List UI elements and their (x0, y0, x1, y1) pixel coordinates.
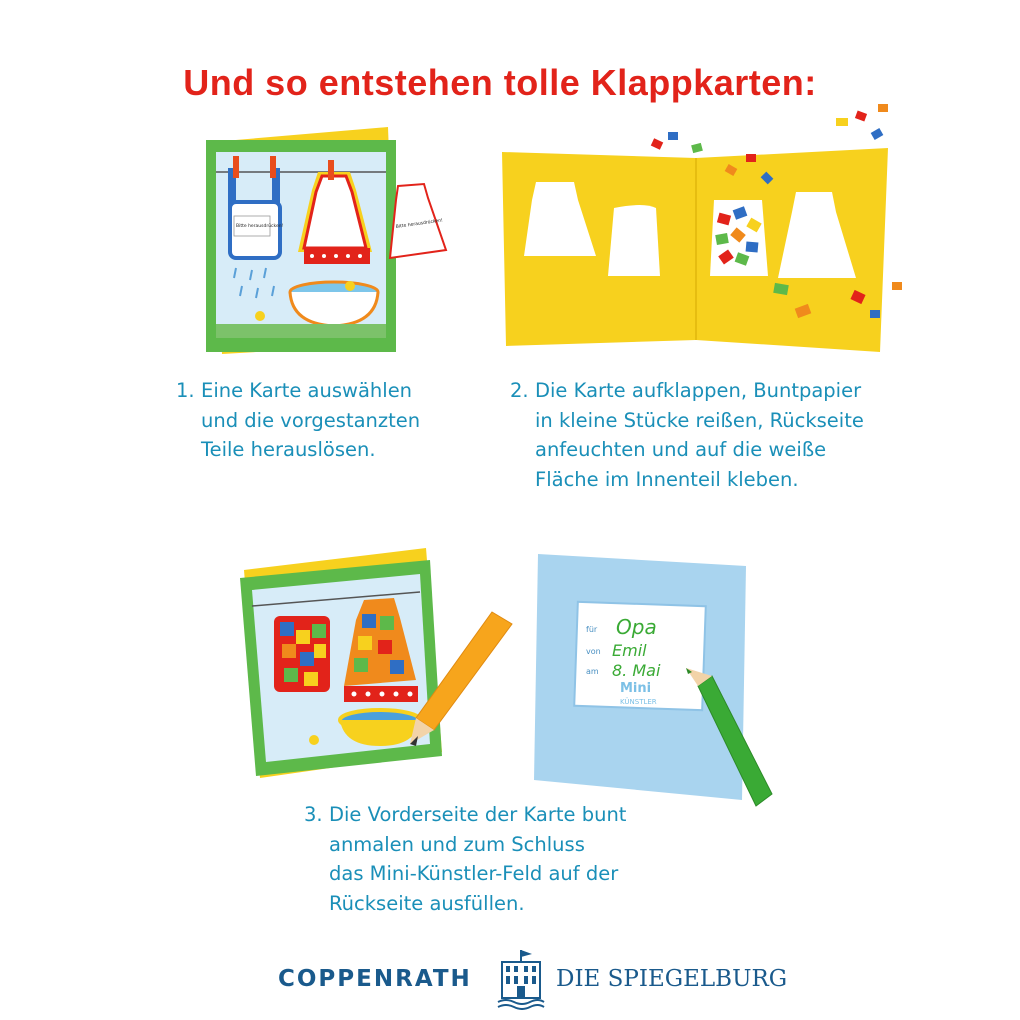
step-text: Die Vorderseite der Karte bunt anmalen und zum Schluss das Mini-Künstler-Feld auf der Rückseite ausfüllen. (329, 803, 627, 915)
loose-dress-piece (390, 184, 446, 258)
card-illustration-step2 (496, 96, 916, 356)
step-3 (304, 800, 627, 915)
field-label-for: für (586, 625, 598, 634)
step-number: 3. (304, 803, 323, 826)
step-text: Eine Karte auswählen und die vorgestanzten Teile herauslösen. (201, 379, 421, 461)
step-text: Die Karte aufklappen, Buntpapier in kleine Stücke reißen, Rückseite anfeuchten und auf die weiße Fläche im Innenteil kleben. (535, 379, 864, 491)
badge-mini: Mini (620, 681, 652, 696)
sticker-label-2: Bitte herausdrücken! (395, 218, 444, 230)
step-number: 1. (176, 379, 195, 402)
publisher-logo-text: COPPENRATH (278, 966, 472, 992)
castle-logo-icon (496, 948, 546, 1010)
card-illustration-step1 (200, 120, 460, 360)
field-value-on: 8. Mai (612, 661, 661, 680)
step-2 (510, 376, 864, 491)
field-value-from: Emil (612, 641, 647, 660)
page-title: Und so entstehen tolle Klappkarten: (183, 62, 817, 103)
field-value-for: Opa (616, 615, 657, 639)
step-1 (176, 376, 421, 465)
field-label-on: am (586, 667, 599, 676)
field-label-from: von (586, 647, 601, 656)
imprint-logo-text: DIE SPIEGELBURG (556, 966, 788, 992)
card-illustration-step3b (530, 550, 780, 820)
colored-overalls (274, 616, 330, 692)
sticker-label-1: Bitte herausdrücken! (236, 224, 284, 229)
badge-kuenstler: KÜNSTLER (620, 698, 657, 706)
step-number: 2. (510, 379, 529, 402)
card-illustration-step3a (230, 540, 520, 790)
